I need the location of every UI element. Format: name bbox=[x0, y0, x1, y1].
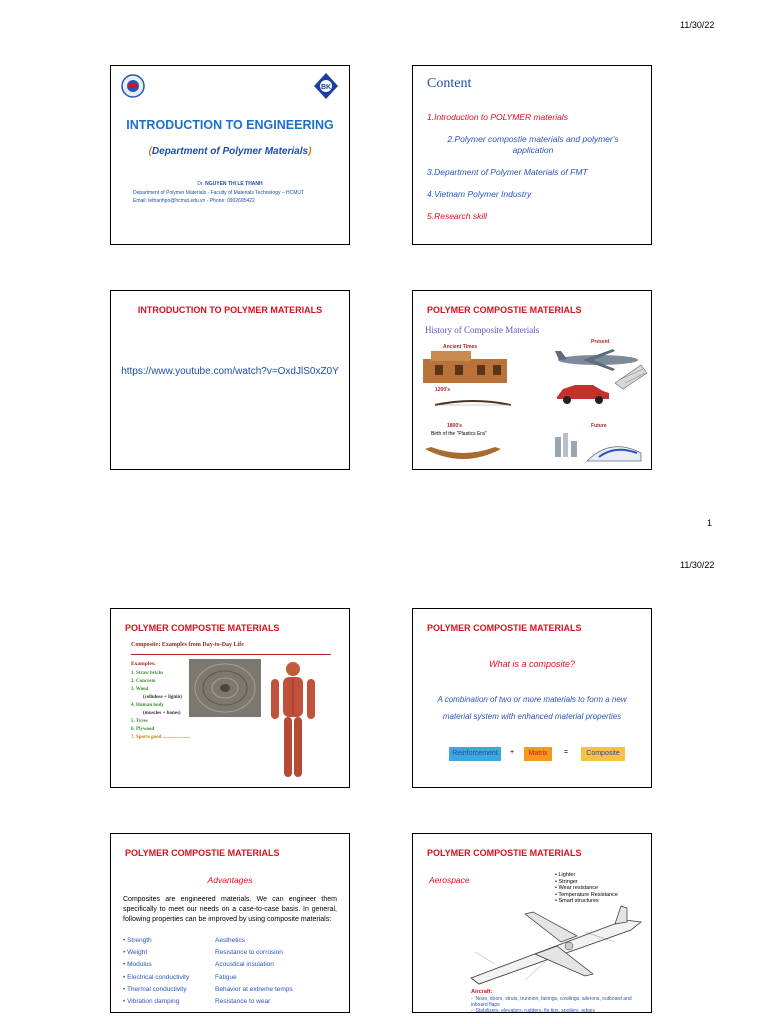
mesh-cone-image bbox=[611, 361, 649, 391]
example-item: (cellulose + lignin) bbox=[143, 695, 182, 700]
example-item: 6. Plywood bbox=[131, 727, 155, 732]
advantage-item: Acoustical insulation bbox=[215, 961, 274, 969]
slide-title: POLYMER COMPOSTIE MATERIALS bbox=[125, 623, 280, 633]
reinforcement-box: Reinforcement bbox=[449, 747, 501, 761]
label-future: Future bbox=[591, 423, 607, 429]
aircraft-label: Aircraft: bbox=[471, 989, 493, 995]
aircraft-item: - Nose, doors, struts, trunnion, fairings, cowlings, ailerons, outboard and inboard flaps bbox=[471, 996, 632, 1008]
page-date: 11/30/22 bbox=[680, 560, 715, 570]
slide-what-is-composite bbox=[412, 608, 652, 788]
aerospace-bullet: • Wear resistance bbox=[555, 885, 599, 891]
future-train-image bbox=[551, 431, 643, 469]
department-heading bbox=[111, 146, 349, 157]
content-item-4: 4.Vietnam Polymer Industry bbox=[427, 189, 532, 199]
paren-open: ( bbox=[148, 146, 152, 157]
ancient-building-image bbox=[421, 349, 509, 385]
slide-aerospace bbox=[412, 833, 652, 1013]
slide-history bbox=[412, 290, 652, 470]
label-1800s: 1800's bbox=[447, 423, 463, 429]
example-item: (muscles + bones) bbox=[143, 711, 181, 716]
example-item: 2. Concrete bbox=[131, 679, 156, 684]
label-1200s: 1200's bbox=[435, 387, 451, 393]
page-date: 11/30/22 bbox=[680, 20, 715, 30]
aerospace-bullet: • Lighter bbox=[555, 872, 576, 878]
example-item: 4. Human body bbox=[131, 703, 164, 708]
page-number: 1 bbox=[707, 518, 713, 528]
composite-definition: A combination of two or more materials to form a new material system with enhanced material properties bbox=[437, 695, 627, 721]
advantage-item: Aesthetics bbox=[215, 937, 245, 944]
history-subtitle: History of Composite Materials bbox=[425, 325, 540, 335]
composite-question: What is a composite? bbox=[488, 659, 576, 669]
advantages-right-list bbox=[215, 935, 293, 1008]
plus-sign: + bbox=[510, 749, 515, 756]
subtitle-rule bbox=[131, 654, 331, 655]
wood-grain-image bbox=[189, 659, 261, 717]
advantages-intro: Composites are engineered materials. We can engineer them specifically to meet our needs on a case-to-case basis. In general, following properties can be improved by using composite materials: bbox=[123, 896, 337, 923]
advantage-item: Behavior at extreme temps bbox=[215, 985, 293, 993]
bk-logo-text: BK bbox=[320, 84, 332, 91]
slide-title: POLYMER COMPOSTIE MATERIALS bbox=[427, 848, 582, 858]
car-image bbox=[553, 379, 613, 405]
aerospace-bullet: • Temperature Resistance bbox=[555, 891, 618, 898]
department-name: Department of Polymer Materials bbox=[151, 146, 309, 157]
human-anatomy-image bbox=[259, 659, 327, 785]
matrix-box: Matrix bbox=[524, 747, 552, 761]
advantage-item: • Vibration damping bbox=[123, 998, 180, 1006]
content-item-1: 1.Introduction to POLYMER materials bbox=[427, 112, 568, 122]
advantage-item: Resistance to corrosion bbox=[215, 949, 283, 957]
author-line bbox=[111, 181, 349, 187]
advantage-item: • Thermal conductivity bbox=[123, 985, 187, 993]
slide-intro-engineering bbox=[110, 65, 350, 245]
content-item-5: 5.Research skill bbox=[427, 211, 487, 221]
slide-title: POLYMER COMPOSTIE MATERIALS bbox=[427, 305, 582, 315]
advantage-item: • Weight bbox=[123, 949, 148, 957]
example-item: 1. Straw bricks bbox=[131, 671, 164, 676]
advantages-heading: Advantages bbox=[207, 875, 253, 885]
aerospace-bullet: • Smart structures bbox=[555, 898, 599, 904]
examples-subtitle: Composite: Examples from Day-to-Day Life bbox=[131, 642, 244, 648]
aircraft-items bbox=[471, 996, 641, 1013]
slide-intro-polymer bbox=[110, 290, 350, 470]
slide-title: INTRODUCTION TO ENGINEERING bbox=[126, 118, 334, 132]
example-item: 5. Tyres bbox=[131, 719, 148, 724]
examples-list bbox=[131, 670, 190, 742]
label-present: Present bbox=[591, 339, 610, 345]
slide-title: POLYMER COMPOSTIE MATERIALS bbox=[125, 848, 280, 858]
content-item-2: 2.Polymer compostie materials and polymer's application bbox=[447, 134, 619, 155]
author-prefix: Dr. bbox=[197, 181, 206, 187]
content-item-3: 3.Department of Polymer Materials of FMT bbox=[427, 167, 588, 177]
affiliation: Department of Polymer Materials - Faculty of Materials Technology – HCMUT bbox=[133, 190, 305, 196]
advantages-left-list bbox=[123, 935, 189, 1008]
bow-image bbox=[433, 397, 513, 409]
example-item: 3. Wood bbox=[131, 687, 149, 692]
university-logo bbox=[121, 74, 145, 98]
content-title: Content bbox=[427, 76, 472, 91]
advantage-item: Resistance to wear bbox=[215, 998, 271, 1006]
slide-title: POLYMER COMPOSTIE MATERIALS bbox=[427, 623, 582, 633]
author-name: NGUYEN THI LE THANH bbox=[205, 181, 263, 187]
advantage-item: • Strength bbox=[123, 937, 152, 944]
contact: Email: lethanhpo@hcmut.edu.vn - Phone: 0902695422 bbox=[133, 198, 255, 204]
composite-box: Composite bbox=[581, 747, 625, 761]
slide-examples bbox=[110, 608, 350, 788]
aircraft-diagram bbox=[465, 902, 651, 988]
advantage-item: Fatigue bbox=[215, 973, 237, 981]
advantage-item: • Electrical conductivity bbox=[123, 973, 190, 981]
aerospace-bullets bbox=[555, 872, 618, 905]
aerospace-bullet: • Stringer bbox=[555, 878, 578, 885]
label-plastics-era: Birth of the "Plastics Era" bbox=[431, 431, 487, 437]
examples-label: Examples: bbox=[131, 661, 156, 667]
bk-logo bbox=[313, 72, 339, 100]
canoe-image bbox=[423, 443, 503, 467]
aircraft-item: - Stabilizers, elevators, rudders, fin tips, spoilers, edges bbox=[471, 1008, 595, 1013]
paren-close: ) bbox=[308, 146, 312, 157]
video-link[interactable]: https://www.youtube.com/watch?v=OxdJlS0xZ0Y bbox=[121, 366, 339, 377]
label-ancient: Ancient Times bbox=[443, 344, 478, 350]
equals-sign: = bbox=[564, 749, 569, 756]
slide-content bbox=[412, 65, 652, 245]
aerospace-heading: Aerospace bbox=[429, 875, 470, 885]
advantage-item: • Modulus bbox=[123, 961, 152, 969]
slide-advantages bbox=[110, 833, 350, 1013]
slide-title: INTRODUCTION TO POLYMER MATERIALS bbox=[137, 305, 323, 315]
example-item: 7. Sports good ...................... bbox=[131, 735, 191, 740]
